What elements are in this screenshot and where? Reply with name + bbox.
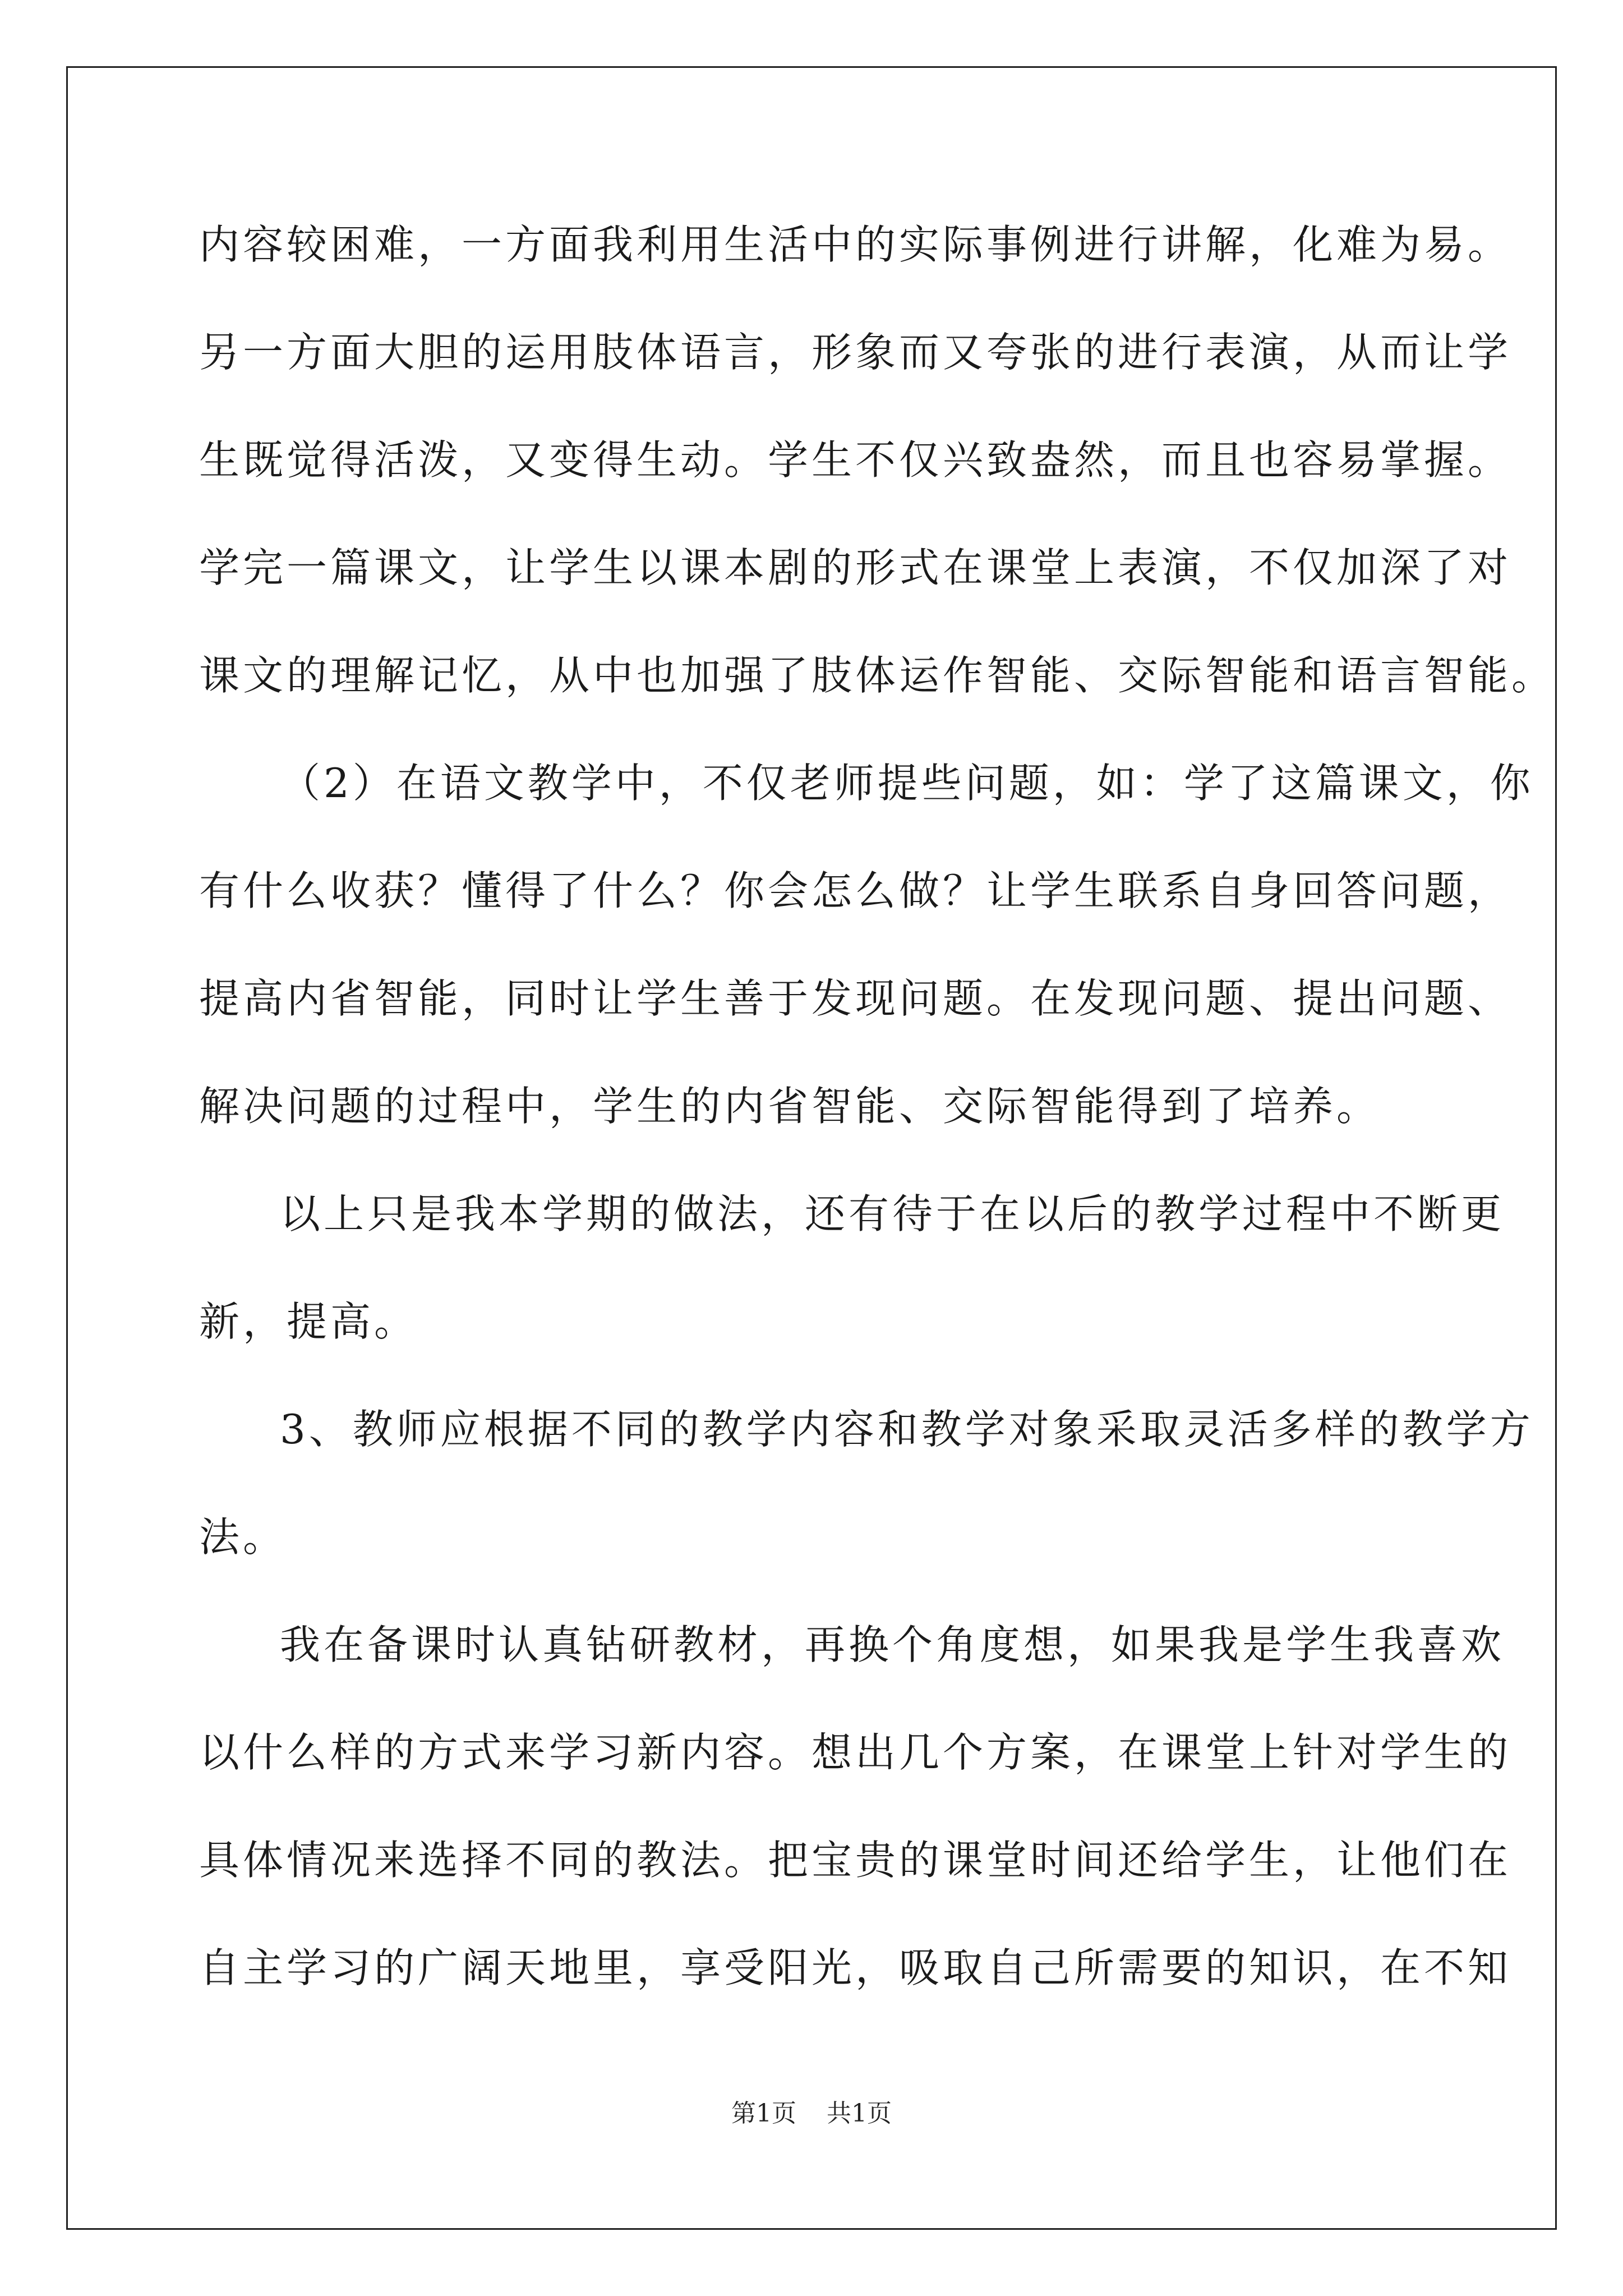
page-number-total: 共1页 [827, 2099, 892, 2128]
text-line: 以上只是我本学期的做法，还有待于在以后的教学过程中不断更 [280, 1190, 1505, 1237]
text-line: 内容较困难，一方面我利用生活中的实际事例进行讲解，化难为易。 [199, 221, 1512, 268]
text-line: 课文的理解记忆，从中也加强了肢体运作智能、交际智能和语言智能。 [199, 652, 1556, 699]
document-body [199, 191, 1556, 2022]
text-line: 学完一篇课文，让学生以课本剧的形式在课堂上表演，不仅加深了对 [199, 544, 1512, 591]
text-line: 我在备课时认真钻研教材，再换个角度想，如果我是学生我喜欢 [280, 1621, 1505, 1668]
text-line: 3、教师应根据不同的教学内容和教学对象采取灵活多样的教学方 [280, 1406, 1534, 1453]
text-line: 生既觉得活泼，又变得生动。学生不仅兴致盎然，而且也容易掌握。 [199, 436, 1512, 484]
page-footer [0, 2097, 1623, 2131]
text-line: 自主学习的广阔天地里，享受阳光，吸取自己所需要的知识，在不知 [199, 1944, 1512, 1991]
text-line: 新，提高。 [199, 1298, 418, 1345]
text-line: 具体情况来选择不同的教法。把宝贵的课堂时间还给学生，让他们在 [199, 1837, 1512, 1884]
text-line: 法。 [199, 1513, 287, 1561]
text-line: 有什么收获？懂得了什么？你会怎么做？让学生联系自身回答问题， [199, 867, 1512, 914]
text-line: 以什么样的方式来学习新内容。想出几个方案，在课堂上针对学生的 [199, 1729, 1512, 1776]
text-line: （2）在语文教学中，不仅老师提些问题，如：学了这篇课文，你 [280, 760, 1534, 807]
text-line: 解决问题的过程中，学生的内省智能、交际智能得到了培养。 [199, 1083, 1381, 1130]
text-line: 另一方面大胆的运用肢体语言，形象而又夸张的进行表演，从而让学 [199, 329, 1512, 376]
text-line: 提高内省智能，同时让学生善于发现问题。在发现问题、提出问题、 [199, 975, 1512, 1022]
page-number-current: 第1页 [731, 2099, 796, 2128]
